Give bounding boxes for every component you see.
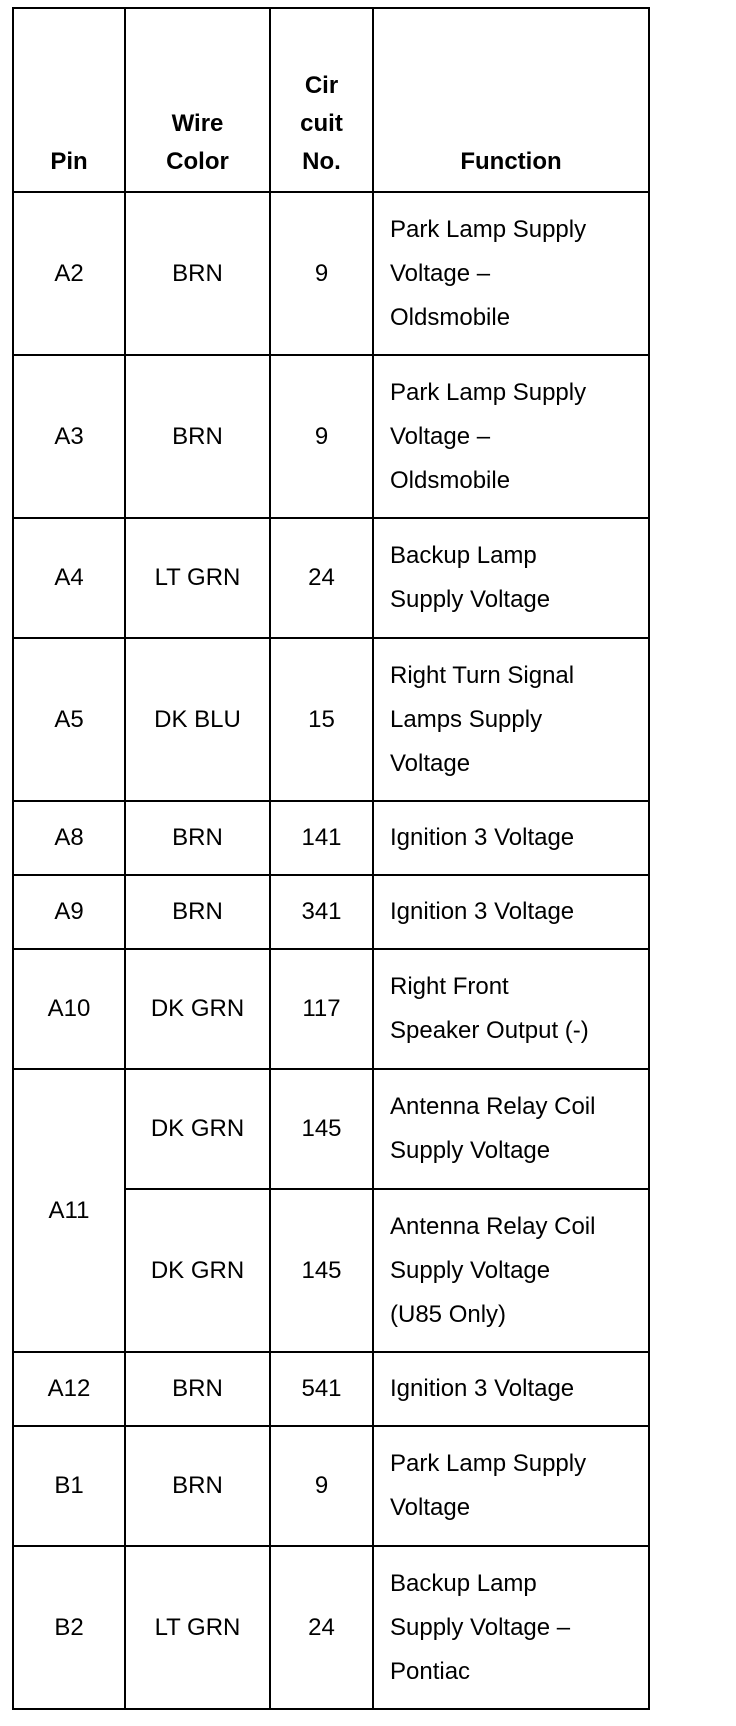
- function-cell: Right Front Speaker Output (-): [373, 949, 649, 1069]
- pin-cell: A9: [13, 875, 125, 949]
- circuit-cell: 117: [270, 949, 373, 1069]
- circuit-cell: 15: [270, 638, 373, 801]
- pin-cell: A12: [13, 1352, 125, 1426]
- wire-color-cell: BRN: [125, 1426, 270, 1546]
- pin-cell: A3: [13, 355, 125, 518]
- wire-color-cell: DK BLU: [125, 638, 270, 801]
- function-cell: Ignition 3 Voltage: [373, 875, 649, 949]
- circuit-cell: 145: [270, 1189, 373, 1352]
- table-row: [13, 638, 649, 801]
- wire-color-cell: BRN: [125, 1352, 270, 1426]
- header-row: [13, 8, 649, 192]
- wire-color-cell: DK GRN: [125, 1189, 270, 1352]
- function-cell: Ignition 3 Voltage: [373, 1352, 649, 1426]
- wire-color-cell: LT GRN: [125, 518, 270, 638]
- circuit-cell: 341: [270, 875, 373, 949]
- pin-cell: B2: [13, 1546, 125, 1709]
- circuit-cell: 24: [270, 518, 373, 638]
- function-cell: Park Lamp Supply Voltage – Oldsmobile: [373, 192, 649, 355]
- table-row: [13, 192, 649, 355]
- function-cell: Ignition 3 Voltage: [373, 801, 649, 875]
- connector-pinout-table: [12, 7, 650, 1710]
- pin-cell: A8: [13, 801, 125, 875]
- circuit-cell: 141: [270, 801, 373, 875]
- header-circuit-no: Cir cuit No.: [270, 8, 373, 192]
- circuit-cell: 9: [270, 1426, 373, 1546]
- table-row: [13, 949, 649, 1069]
- table-row: [13, 1352, 649, 1426]
- table-row: [13, 355, 649, 518]
- circuit-cell: 145: [270, 1069, 373, 1189]
- table-row: [13, 1426, 649, 1546]
- wire-color-cell: DK GRN: [125, 1069, 270, 1189]
- header-pin: Pin: [13, 8, 125, 192]
- header-function: Function: [373, 8, 649, 192]
- function-cell: Antenna Relay Coil Supply Voltage: [373, 1069, 649, 1189]
- pin-cell: A2: [13, 192, 125, 355]
- wire-color-cell: BRN: [125, 355, 270, 518]
- circuit-cell: 541: [270, 1352, 373, 1426]
- function-cell: Right Turn Signal Lamps Supply Voltage: [373, 638, 649, 801]
- circuit-cell: 9: [270, 192, 373, 355]
- pin-cell: A11: [13, 1069, 125, 1352]
- table-row: [13, 801, 649, 875]
- pin-cell: A10: [13, 949, 125, 1069]
- circuit-cell: 24: [270, 1546, 373, 1709]
- circuit-cell: 9: [270, 355, 373, 518]
- pin-cell: A4: [13, 518, 125, 638]
- function-cell: Park Lamp Supply Voltage – Oldsmobile: [373, 355, 649, 518]
- table-row: [13, 1546, 649, 1709]
- wire-color-cell: BRN: [125, 801, 270, 875]
- function-cell: Backup Lamp Supply Voltage – Pontiac: [373, 1546, 649, 1709]
- wire-color-cell: LT GRN: [125, 1546, 270, 1709]
- wire-color-cell: BRN: [125, 875, 270, 949]
- header-wire-color: Wire Color: [125, 8, 270, 192]
- wire-color-cell: DK GRN: [125, 949, 270, 1069]
- pin-cell: A5: [13, 638, 125, 801]
- pin-cell: B1: [13, 1426, 125, 1546]
- function-cell: Antenna Relay Coil Supply Voltage (U85 Only): [373, 1189, 649, 1352]
- table-row: [13, 1069, 649, 1189]
- table-row: [13, 518, 649, 638]
- function-cell: Backup Lamp Supply Voltage: [373, 518, 649, 638]
- table-row: [13, 875, 649, 949]
- wire-color-cell: BRN: [125, 192, 270, 355]
- function-cell: Park Lamp Supply Voltage: [373, 1426, 649, 1546]
